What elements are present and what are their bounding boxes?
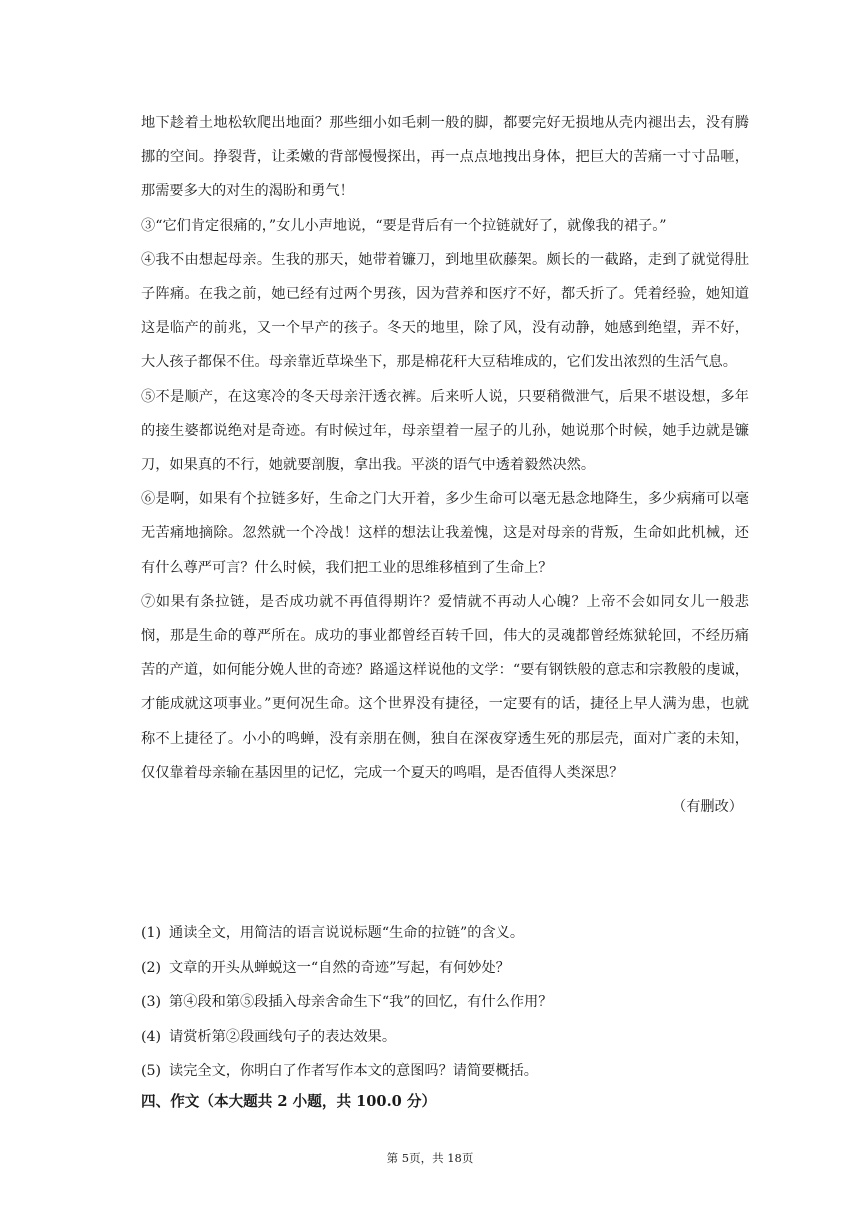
question-text: 通读全文，用简洁的语言说说标题“生命的拉链”的含义。 [169,925,525,941]
question-list [141,916,749,1089]
passage-paragraph-5: ⑤不是顺产，在这寒冷的冬天母亲汗透衣裤。后来听人说，只要稍微泄气，后果不堪设想，多年的接生婆都说绝对是奇迹。有时候过年，母亲望着一屋子的儿孙，她说那个时候，她手边就是镰刀，如果真的不行，她就要剖腹，拿出我。平淡的语气中透着毅然决然。 [141,388,749,474]
passage-paragraph-3: ③“它们肯定很痛的，”女儿小声地说，“要是背后有一个拉链就好了，就像我的裙子。” [141,217,667,234]
question-item [141,1054,749,1089]
question-item [141,1020,749,1055]
page-footer [0,1150,860,1166]
question-number: (4) [141,1028,162,1045]
question-number: (5) [141,1063,162,1079]
section-heading-composition: 四、作文（本大题共 2 小题，共 100.0 分） [141,1093,437,1110]
question-item [141,985,749,1020]
question-number: (1) [141,925,162,941]
question-text: 请赏析第②段画线句子的表达效果。 [169,1028,397,1045]
question-text: 读完全文，你明白了作者写作本文的意图吗？请简要概括。 [169,1063,538,1079]
question-item [141,951,749,986]
question-number: (2) [141,959,162,976]
question-text: 第④段和第⑤段插入母亲舍命生下“我”的回忆，有什么作用？ [169,994,553,1010]
passage-paragraph-7: ⑦如果有条拉链，是否成功就不再值得期许？爱情就不再动人心魄？上帝不会如同女儿一般悲悯，那是生命的尊严所在。成功的事业都曾经百转千回，伟大的灵魂都曾经炼狱轮回，不经历痛苦的产道，如何能分娩人世的奇迹？路遥这样说他的文学：“要有钢铁般的意志和宗教般的虔诚，才能成就这项事业。”更何况生命。这个世界没有捷径，一定要有的话，捷径上早人满为患，也就称不上捷径了。小小的鸣蝉，没有亲朋在侧，独自在深夜穿透生死的那层壳，面对广袤的未知，仅仅靠着母亲输在基因里的记忆，完成一个夏天的鸣唱，是否值得人类深思？ [141,593,749,781]
reading-passage [141,106,749,824]
passage-paragraph-6: ⑥是啊，如果有个拉链多好，生命之门大开着，多少生命可以毫无悬念地降生，多少病痛可以毫无苦痛地摘除。忽然就一个冷战！这样的想法让我羞愧，这是对母亲的背叛，生命如此机械，还有什么尊严可言？什么时候，我们把工业的思维移植到了生命上？ [141,491,749,576]
passage-paragraph-2-continuation: 地下趁着土地松软爬出地面？那些细小如毛刺一般的脚，都要完好无损地从壳内褪出去，没有腾挪的空间。挣裂背，让柔嫩的背部慢慢探出，再一点点地拽出身体，把巨大的苦痛一寸寸品咂，那需要多大的对生的渴盼和勇气！ [141,115,749,200]
question-item [141,916,749,951]
question-text: 文章的开头从蝉蜕这一“自然的奇迹”写起，有何妙处？ [169,959,510,976]
source-note: （有删改） [672,799,743,816]
page-number-label: 第 5页，共 18页 [386,1151,474,1165]
passage-paragraph-4: ④我不由想起母亲。生我的那天，她带着镰刀，到地里砍藤架。颇长的一截路，走到了就觉得肚子阵痛。在我之前，她已经有过两个男孩，因为营养和医疗不好，都夭折了。凭着经验，她知道这是临产的前兆，又一个早产的孩子。冬天的地里，除了风，没有动静，她感到绝望，弄不好，大人孩子都保不住。母亲靠近草垛坐下，那是棉花秆大豆秸堆成的，它们发出浓烈的生活气息。 [141,251,749,371]
question-number: (3) [141,994,162,1010]
